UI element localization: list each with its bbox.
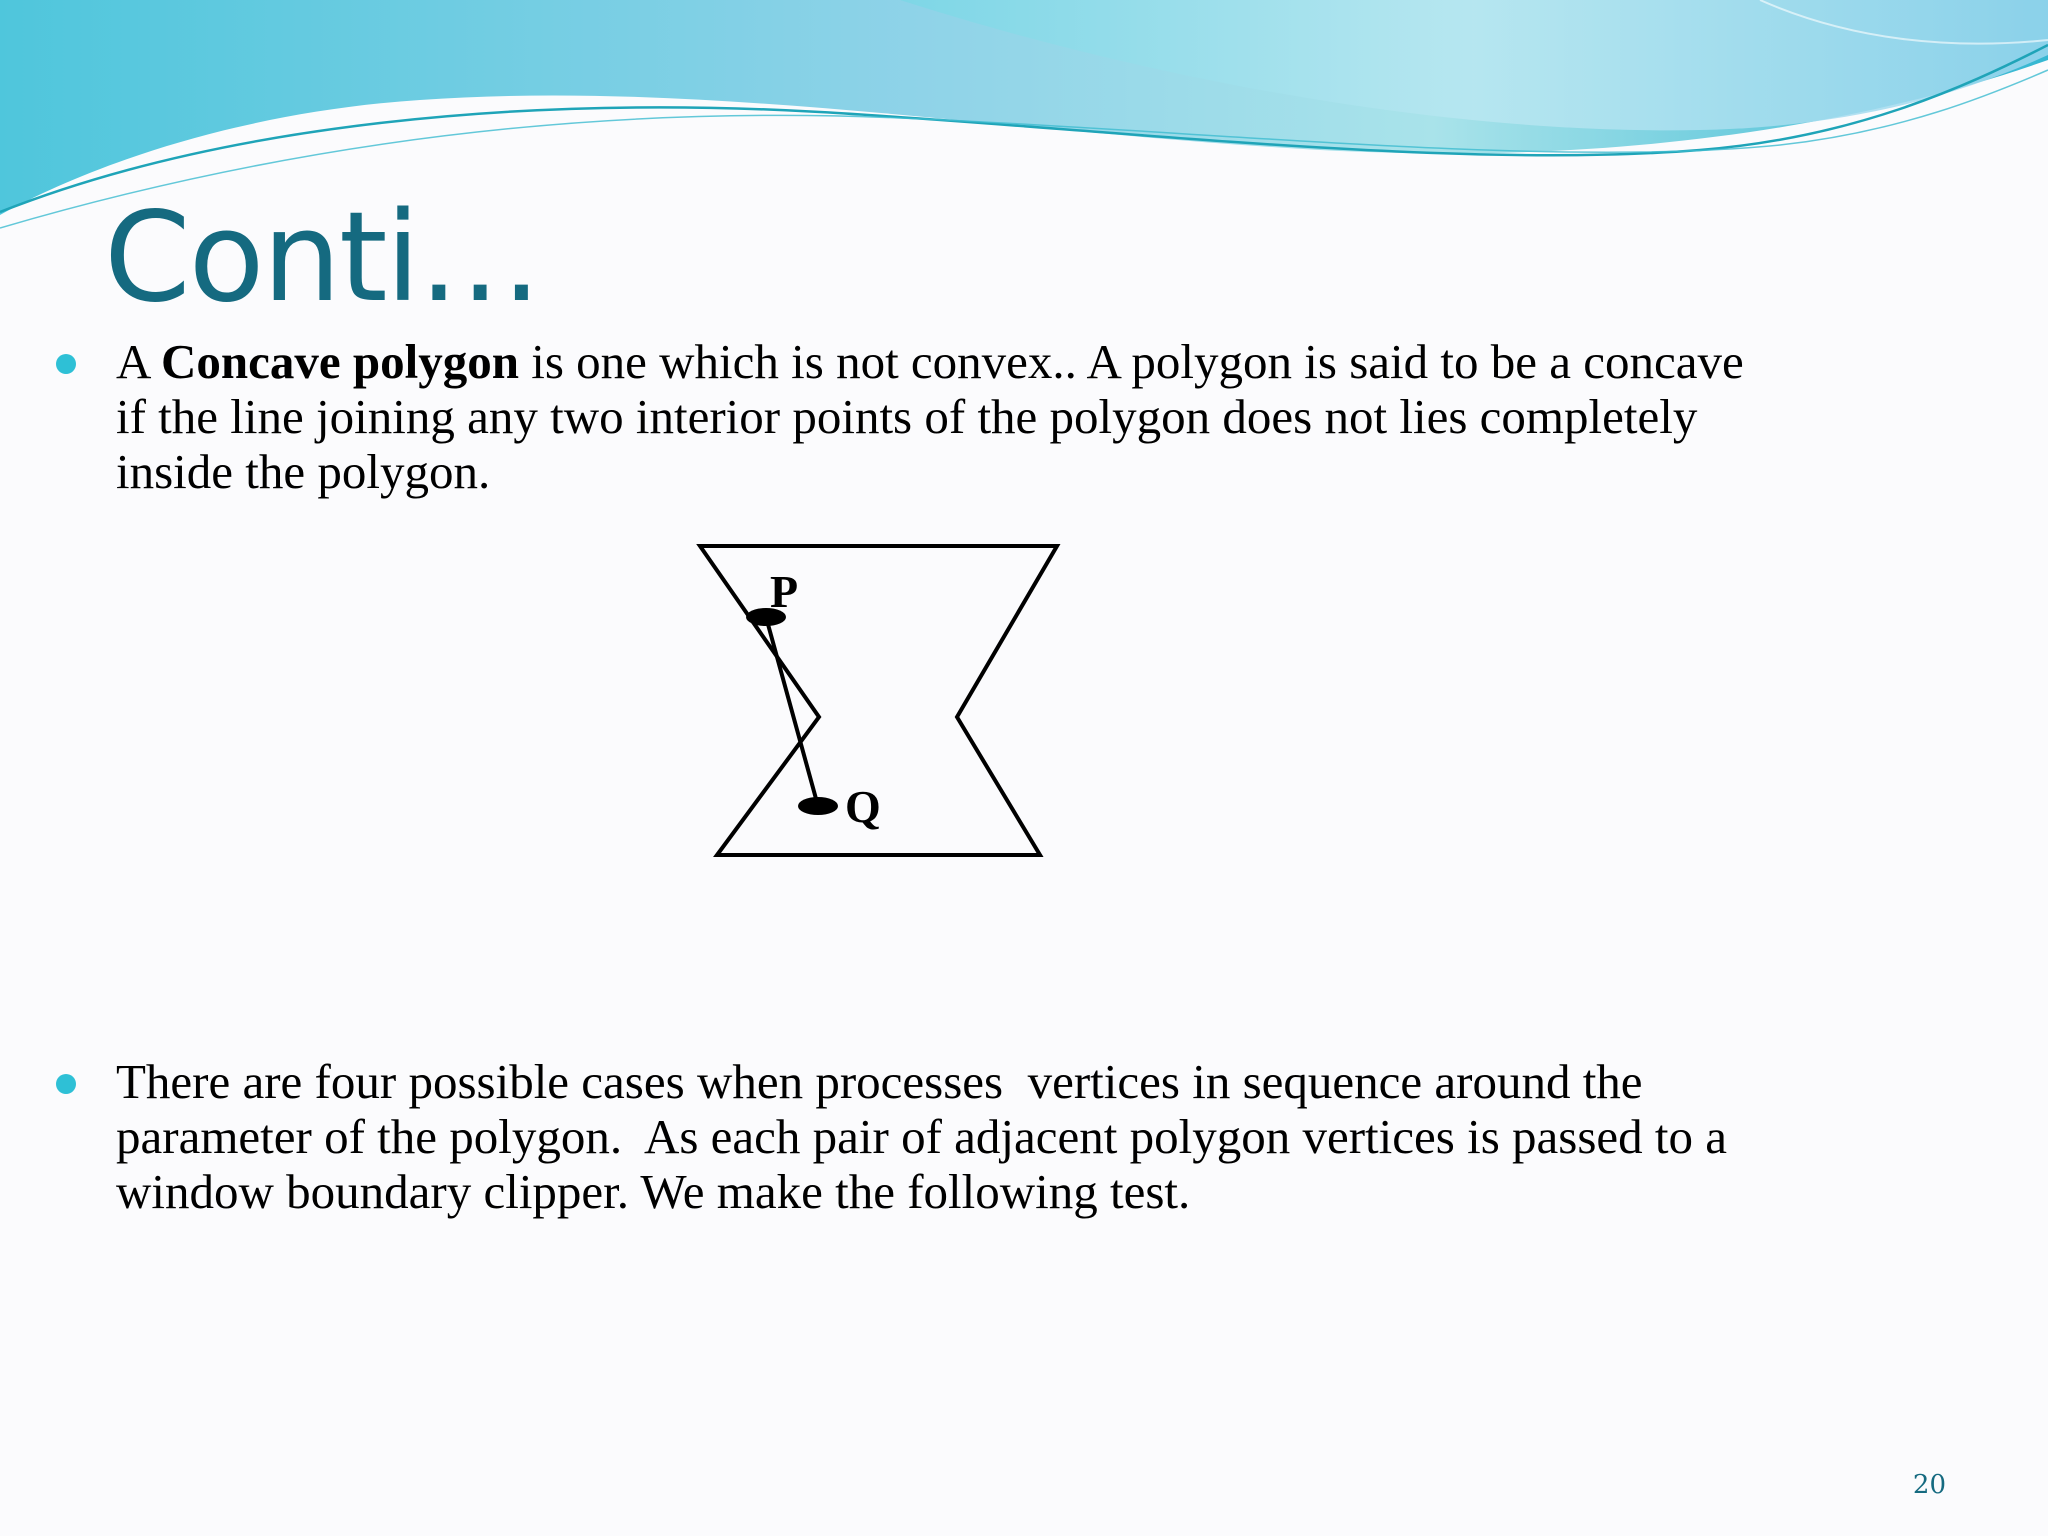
slide-title: Conti… [104,186,541,330]
bullet-text [116,1054,1727,1219]
bullet-line [116,334,1744,389]
bullet-line: inside the polygon. [116,444,491,499]
bullet-four-cases [56,1054,1956,1219]
bullet-dot-icon [56,354,76,374]
point-p-label: P [770,566,799,617]
bullet-text [116,334,1744,499]
point-q-marker [798,797,838,815]
bullet-concave-definition [56,334,1956,499]
bullet-dot-icon [56,1074,76,1094]
bullet-line: There are four possible cases when processes vertices in sequence around the [116,1054,1643,1109]
text-run: is one which is not convex.. A polygon is said to be a concave [518,334,1744,389]
bullet-line: parameter of the polygon. As each pair of adjacent polygon vertices is passed to a [116,1109,1728,1164]
page-number: 20 [1912,1470,1946,1500]
bold-term: Concave polygon [160,334,519,389]
point-q-label: Q [845,781,881,832]
text-run: A [116,334,161,389]
bullet-line: window boundary clipper. We make the following test. [116,1164,1191,1219]
bullet-line: if the line joining any two interior points of the polygon does not lies completely [116,389,1698,444]
concave-polygon-diagram [690,530,1070,870]
